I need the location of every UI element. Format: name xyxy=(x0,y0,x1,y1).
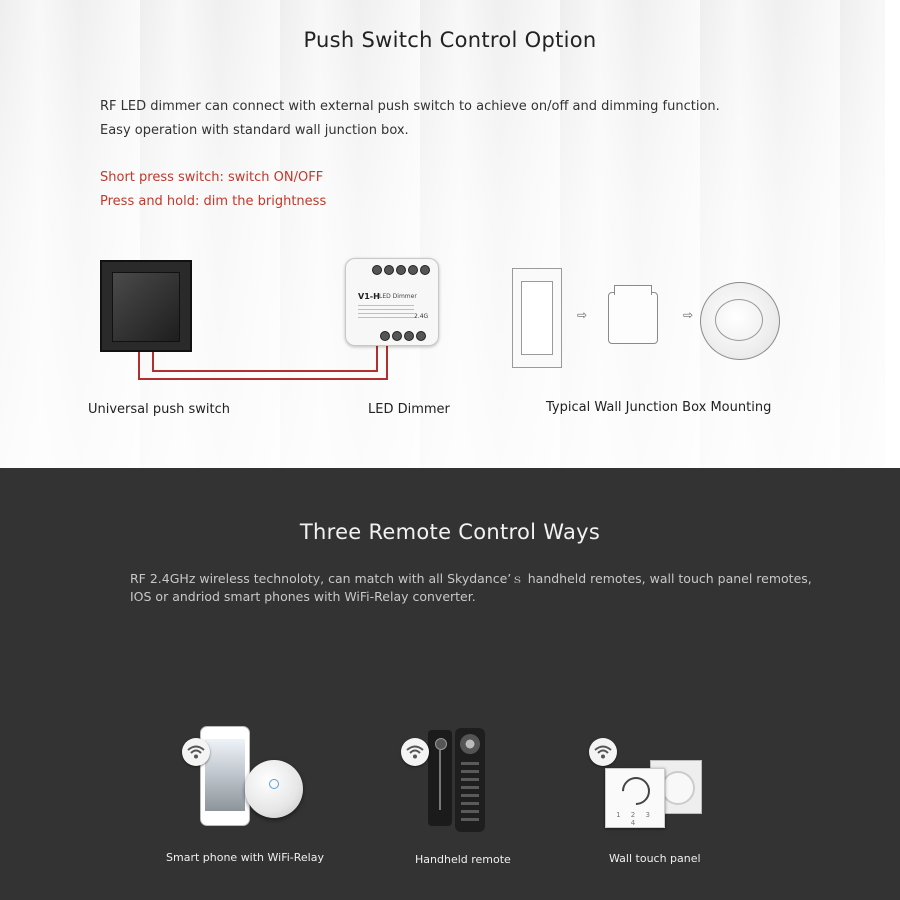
dimmer-spec-lines xyxy=(358,305,414,321)
section-title-remote: Three Remote Control Ways xyxy=(299,520,601,544)
slider-track xyxy=(439,750,441,810)
caption-push-switch: Universal push switch xyxy=(88,402,231,417)
caption-handheld-remote: Handheld remote xyxy=(415,853,511,866)
terminal xyxy=(416,331,426,341)
caption-junction-box: Typical Wall Junction Box Mounting xyxy=(546,400,772,415)
arrow-right-icon: ⇨ xyxy=(683,308,694,322)
wire xyxy=(138,378,388,380)
wifi-icon xyxy=(182,738,210,766)
remote-buttons xyxy=(461,762,479,822)
wall-switch-plate-image xyxy=(512,268,562,368)
terminal xyxy=(392,331,402,341)
terminal xyxy=(396,265,406,275)
wire xyxy=(386,343,388,380)
caption-smartphone: Smart phone with WiFi-Relay xyxy=(166,851,324,864)
terminal xyxy=(384,265,394,275)
caption-led-dimmer: LED Dimmer xyxy=(368,402,450,417)
wifi-glyph xyxy=(406,745,424,759)
wire xyxy=(152,352,154,372)
junction-box-opening xyxy=(715,299,763,341)
module-terminals xyxy=(614,285,652,295)
terminal xyxy=(372,265,382,275)
wifi-icon xyxy=(589,738,617,766)
remote-wheel xyxy=(460,734,480,754)
led-dimmer-image xyxy=(345,258,439,346)
dimmer-model: V1-H xyxy=(358,292,380,301)
phone-screen xyxy=(205,739,245,811)
push-switch-image xyxy=(100,260,192,352)
caption-wall-panel: Wall touch panel xyxy=(609,852,701,865)
description-line: IOS or andriod smart phones with WiFi-Relay converter. xyxy=(130,589,476,604)
dimmer-subtitle: LED Dimmer xyxy=(379,293,417,300)
junction-box-image xyxy=(700,282,780,360)
wire xyxy=(376,343,378,372)
remote-control-section xyxy=(0,468,900,900)
switch-rocker xyxy=(112,272,180,342)
dimmer-band: 2.4G xyxy=(414,313,429,320)
dimmer-module-sketch xyxy=(608,292,658,344)
slider-remote-image xyxy=(428,730,452,826)
rotary-knob xyxy=(661,771,695,805)
relay-indicator xyxy=(269,779,279,789)
wire xyxy=(138,352,140,380)
wifi-icon xyxy=(401,738,429,766)
slider-knob xyxy=(435,738,447,750)
description-line: Easy operation with standard wall junction box. xyxy=(100,123,409,138)
arrow-right-icon: ⇨ xyxy=(577,308,588,322)
smartphone-image xyxy=(200,726,250,826)
right-margin xyxy=(885,0,900,468)
touch-ring xyxy=(616,771,656,811)
wifi-relay-image xyxy=(245,760,303,818)
description-line: RF LED dimmer can connect with external push switch to achieve on/off and dimming function. xyxy=(100,99,720,114)
highlight-press-hold: Press and hold: dim the brightness xyxy=(100,194,327,209)
zone-buttons: 1 2 3 4 xyxy=(616,811,654,827)
highlight-short-press: Short press switch: switch ON/OFF xyxy=(100,170,324,185)
handheld-remote-image xyxy=(455,728,485,832)
wall-touch-panel-image xyxy=(605,768,665,828)
terminal xyxy=(380,331,390,341)
terminal xyxy=(404,331,414,341)
section-title-push-switch: Push Switch Control Option xyxy=(303,28,597,52)
wall-switch-rocker xyxy=(521,281,553,355)
wifi-glyph xyxy=(187,745,205,759)
wire xyxy=(152,370,378,372)
description-line: RF 2.4GHz wireless technoloty, can match with all Skydance’ｓ handheld remotes, wall touch panel remotes, xyxy=(130,571,812,586)
terminal xyxy=(408,265,418,275)
terminal xyxy=(420,265,430,275)
wifi-glyph xyxy=(594,745,612,759)
